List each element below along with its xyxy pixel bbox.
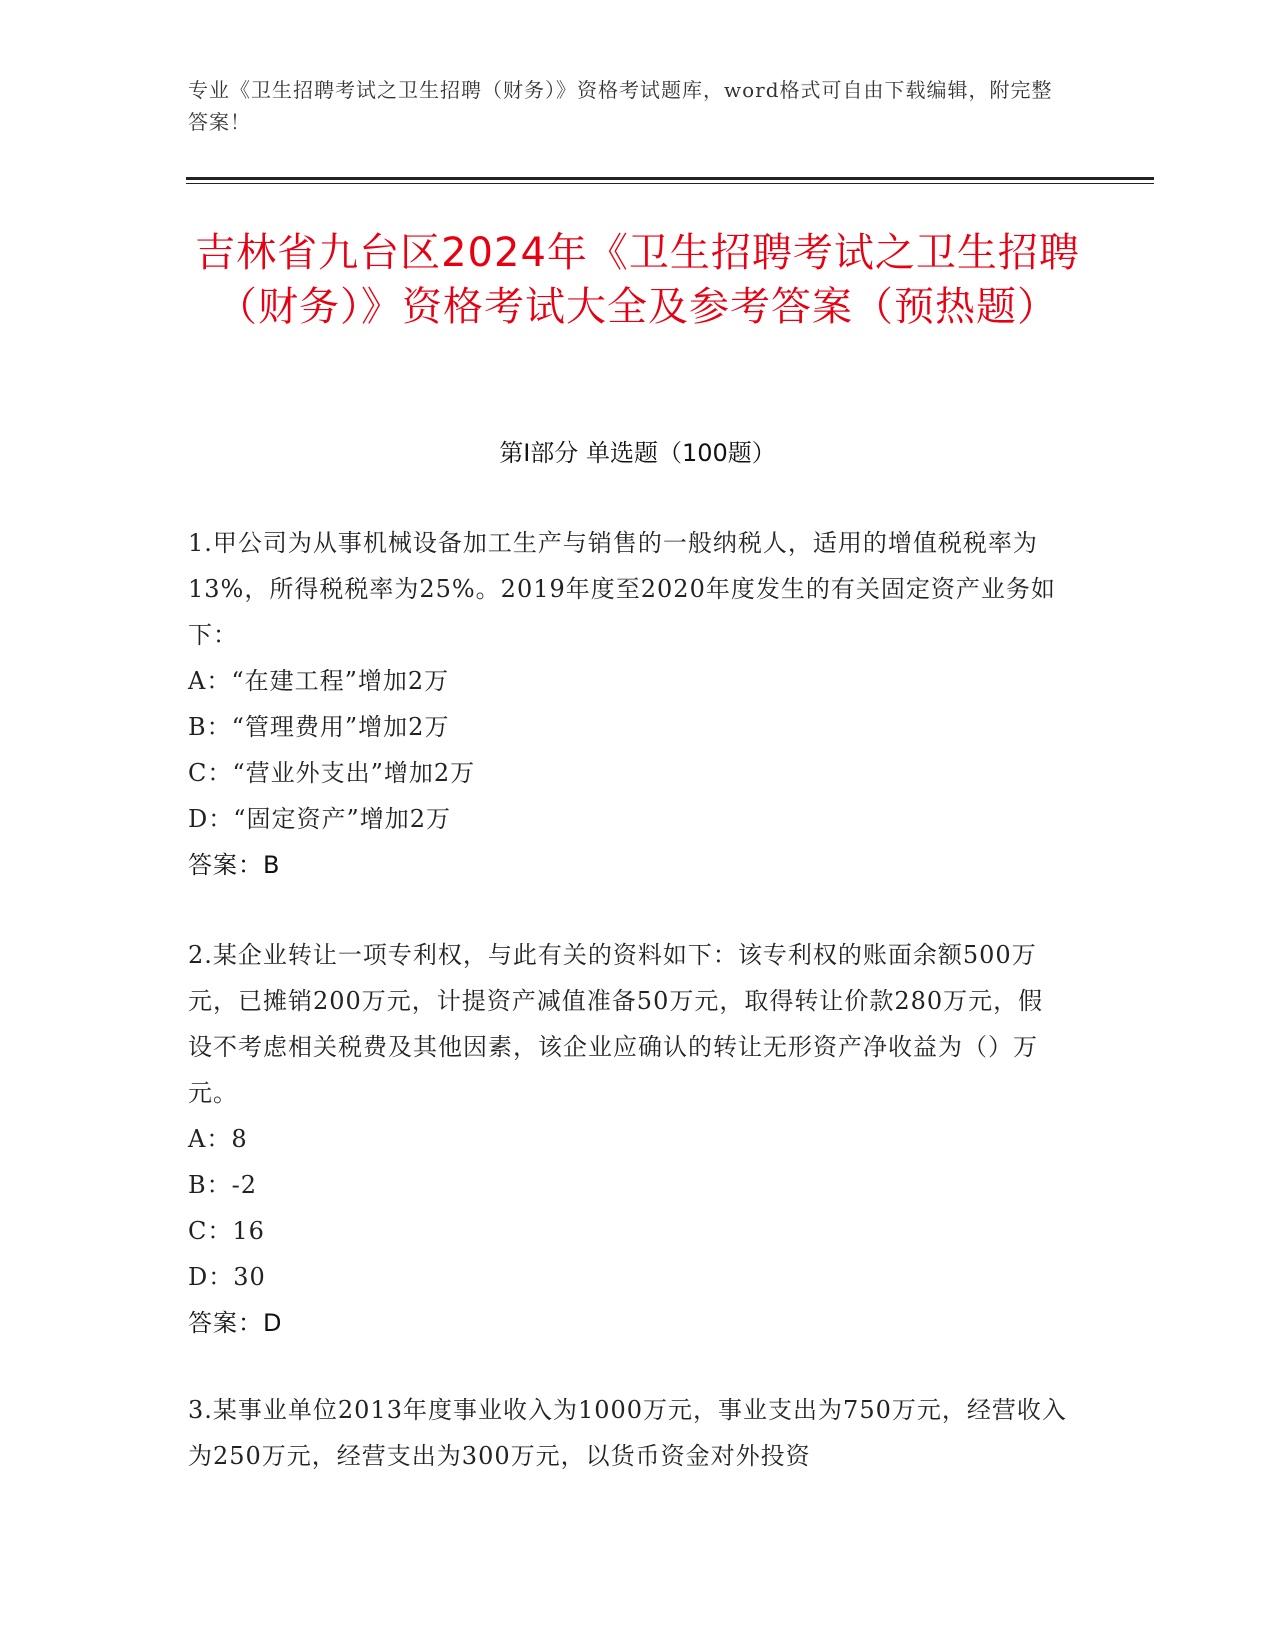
option-a: A：“在建工程”增加2万 bbox=[188, 667, 450, 695]
header-note: 专业《卫生招聘考试之卫生招聘（财务）》资格考试题库，word格式可自由下载编辑，附完整答案！ bbox=[188, 78, 1053, 134]
option-b: B：“管理费用”增加2万 bbox=[188, 713, 450, 741]
question-1 bbox=[188, 520, 1068, 888]
answer: 答案：B bbox=[188, 851, 281, 879]
question-stem: 3.某事业单位2013年度事业收入为1000万元，事业支出为750万元，经营收入为250万元，经营支出为300万元，以货币资金对外投资 bbox=[188, 1396, 1067, 1470]
option-c: C：“营业外支出”增加2万 bbox=[188, 759, 476, 787]
document-title: 吉林省九台区2024年《卫生招聘考试之卫生招聘（财务）》资格考试大全及参考答案（预热题） bbox=[195, 230, 1080, 330]
option-d: D：“固定资产”增加2万 bbox=[188, 805, 452, 833]
option-c: C：16 bbox=[188, 1217, 265, 1245]
question-3 bbox=[188, 1387, 1068, 1479]
question-stem: 2.某企业转让一项专利权，与此有关的资料如下：该专利权的账面余额500万元，已摊销200万元，计提资产减值准备50万元，取得转让价款280万元，假设不考虑相关税费及其他因素，该企业应确认的转让无形资产净收益为（）万元。 bbox=[188, 941, 1044, 1107]
option-b: B：-2 bbox=[188, 1171, 258, 1199]
header-divider-thin bbox=[186, 183, 1154, 184]
section-heading: 第I部分 单选题（100题） bbox=[499, 439, 776, 467]
header-divider-thick bbox=[186, 177, 1154, 180]
option-a: A：8 bbox=[188, 1125, 248, 1153]
question-stem: 1.甲公司为从事机械设备加工生产与销售的一般纳税人，适用的增值税税率为13%，所得税税率为25%。2019年度至2020年度发生的有关固定资产业务如下： bbox=[188, 529, 1056, 649]
answer: 答案：D bbox=[188, 1309, 283, 1337]
option-d: D：30 bbox=[188, 1263, 266, 1291]
question-2 bbox=[188, 932, 1068, 1346]
